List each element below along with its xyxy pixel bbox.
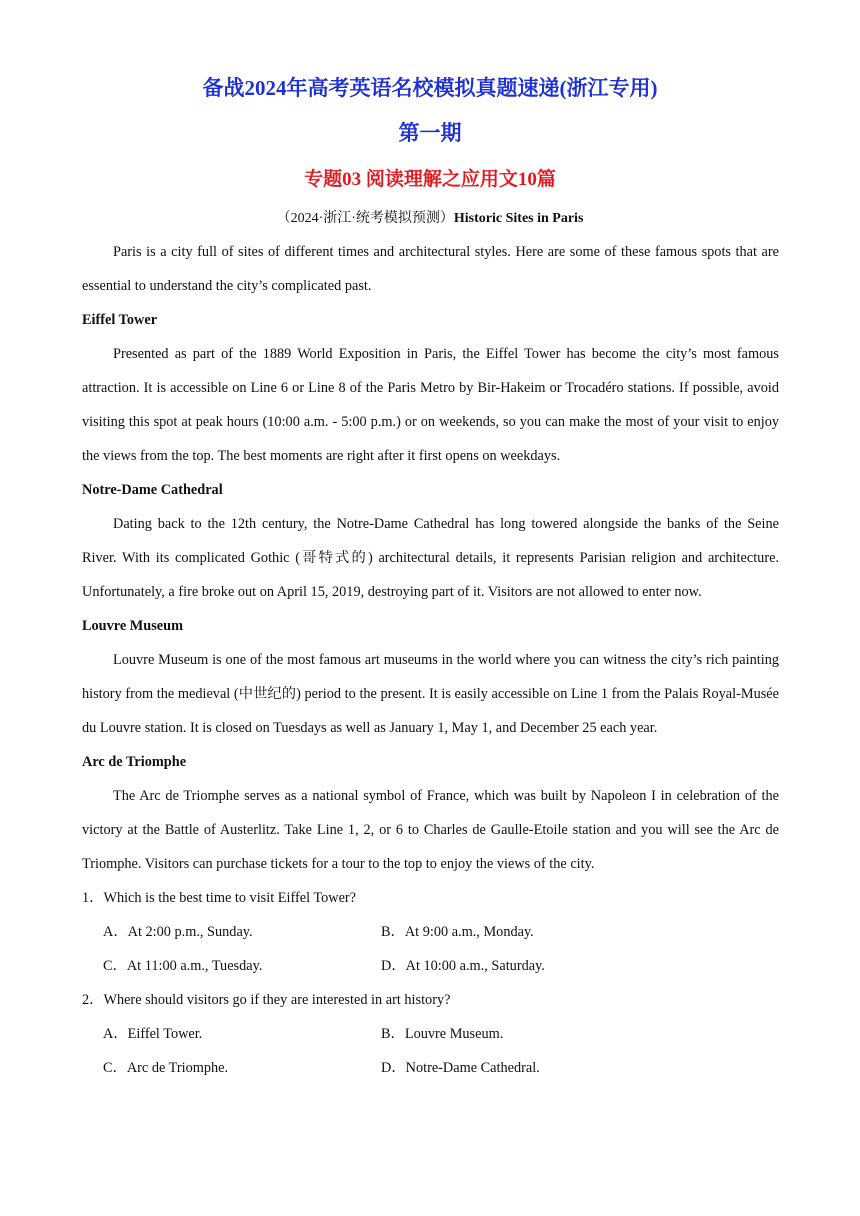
- question-2-option-d: D．Notre-Dame Cathedral.: [381, 1060, 540, 1076]
- passage-source-line: [0, 207, 860, 227]
- section-heading-arc-de-triomphe: Arc de Triomphe: [82, 754, 187, 770]
- intro-paragraph: Paris is a city full of sites of different times and architectural styles. Here are some of these famous spots that are essential to understand the city’s complicated past.: [82, 244, 779, 294]
- document-title: 备战2024年高考英语名校模拟真题速递(浙江专用): [202, 76, 658, 100]
- issue-label: 第一期: [398, 121, 462, 145]
- question-1-options: [82, 915, 779, 983]
- passage-title: Historic Sites in Paris: [453, 211, 584, 226]
- question-2-options: [82, 1017, 779, 1085]
- question-1-option-b: B．At 9:00 a.m., Monday.: [381, 924, 534, 940]
- question-1-option-a: A．At 2:00 p.m., Sunday.: [103, 924, 253, 940]
- question-2-option-a: A．Eiffel Tower.: [103, 1026, 203, 1042]
- question-2-option-c: C．Arc de Triomphe.: [103, 1060, 229, 1076]
- section-heading-notre-dame: Notre-Dame Cathedral: [82, 482, 223, 498]
- source-tag: （2024·浙江·统考模拟预测）: [276, 211, 454, 226]
- question-2-option-b: B．Louvre Museum.: [381, 1026, 504, 1042]
- section-text-eiffel-tower: Presented as part of the 1889 World Exposition in Paris, the Eiffel Tower has become the city’s most famous attraction. It is accessible on Line 6 or Line 8 of the Paris Metro by Bir-Hakeim or Trocadéro stations. If possible, avoid visiting this spot at peak hours (10:00 a.m. - 5:00 p.m.) or on weekends, so you can make the most of your visit to enjoy the views from the top. The best moments are right after it first opens on weekdays.: [82, 346, 779, 464]
- question-1-option-d: D．At 10:00 a.m., Saturday.: [381, 958, 545, 974]
- topic-heading: 专题03 阅读理解之应用文10篇: [304, 169, 556, 190]
- section-text-notre-dame: Dating back to the 12th century, the Notre-Dame Cathedral has long towered alongside the banks of the Seine River. With its complicated Gothic (哥特式的) architectural details, it represents Parisian religion and architecture. Unfortunately, a fire broke out on April 15, 2019, destroying part of it. Visitors are not allowed to enter now.: [82, 516, 779, 600]
- question-2-stem: 2．Where should visitors go if they are interested in art history?: [82, 992, 451, 1008]
- question-1-stem: 1．Which is the best time to visit Eiffel Tower?: [82, 890, 357, 906]
- passage-body: [82, 235, 779, 1085]
- question-1-option-c: C．At 11:00 a.m., Tuesday.: [103, 958, 263, 974]
- section-text-louvre: Louvre Museum is one of the most famous art museums in the world where you can witness the city’s rich painting history from the medieval (中世纪的) period to the present. It is easily accessible on Line 1 from the Palais Royal-Musée du Louvre station. It is closed on Tuesdays as well as January 1, May 1, and December 25 each year.: [82, 652, 779, 736]
- section-text-arc-de-triomphe: The Arc de Triomphe serves as a national symbol of France, which was built by Napoleon I in celebration of the victory at the Battle of Austerlitz. Take Line 1, 2, or 6 to Charles de Gaulle-Etoile station and you will see the Arc de Triomphe. Visitors can purchase tickets for a tour to the top to enjoy the views of the city.: [82, 788, 779, 872]
- section-heading-eiffel-tower: Eiffel Tower: [82, 312, 158, 328]
- section-heading-louvre: Louvre Museum: [82, 618, 184, 634]
